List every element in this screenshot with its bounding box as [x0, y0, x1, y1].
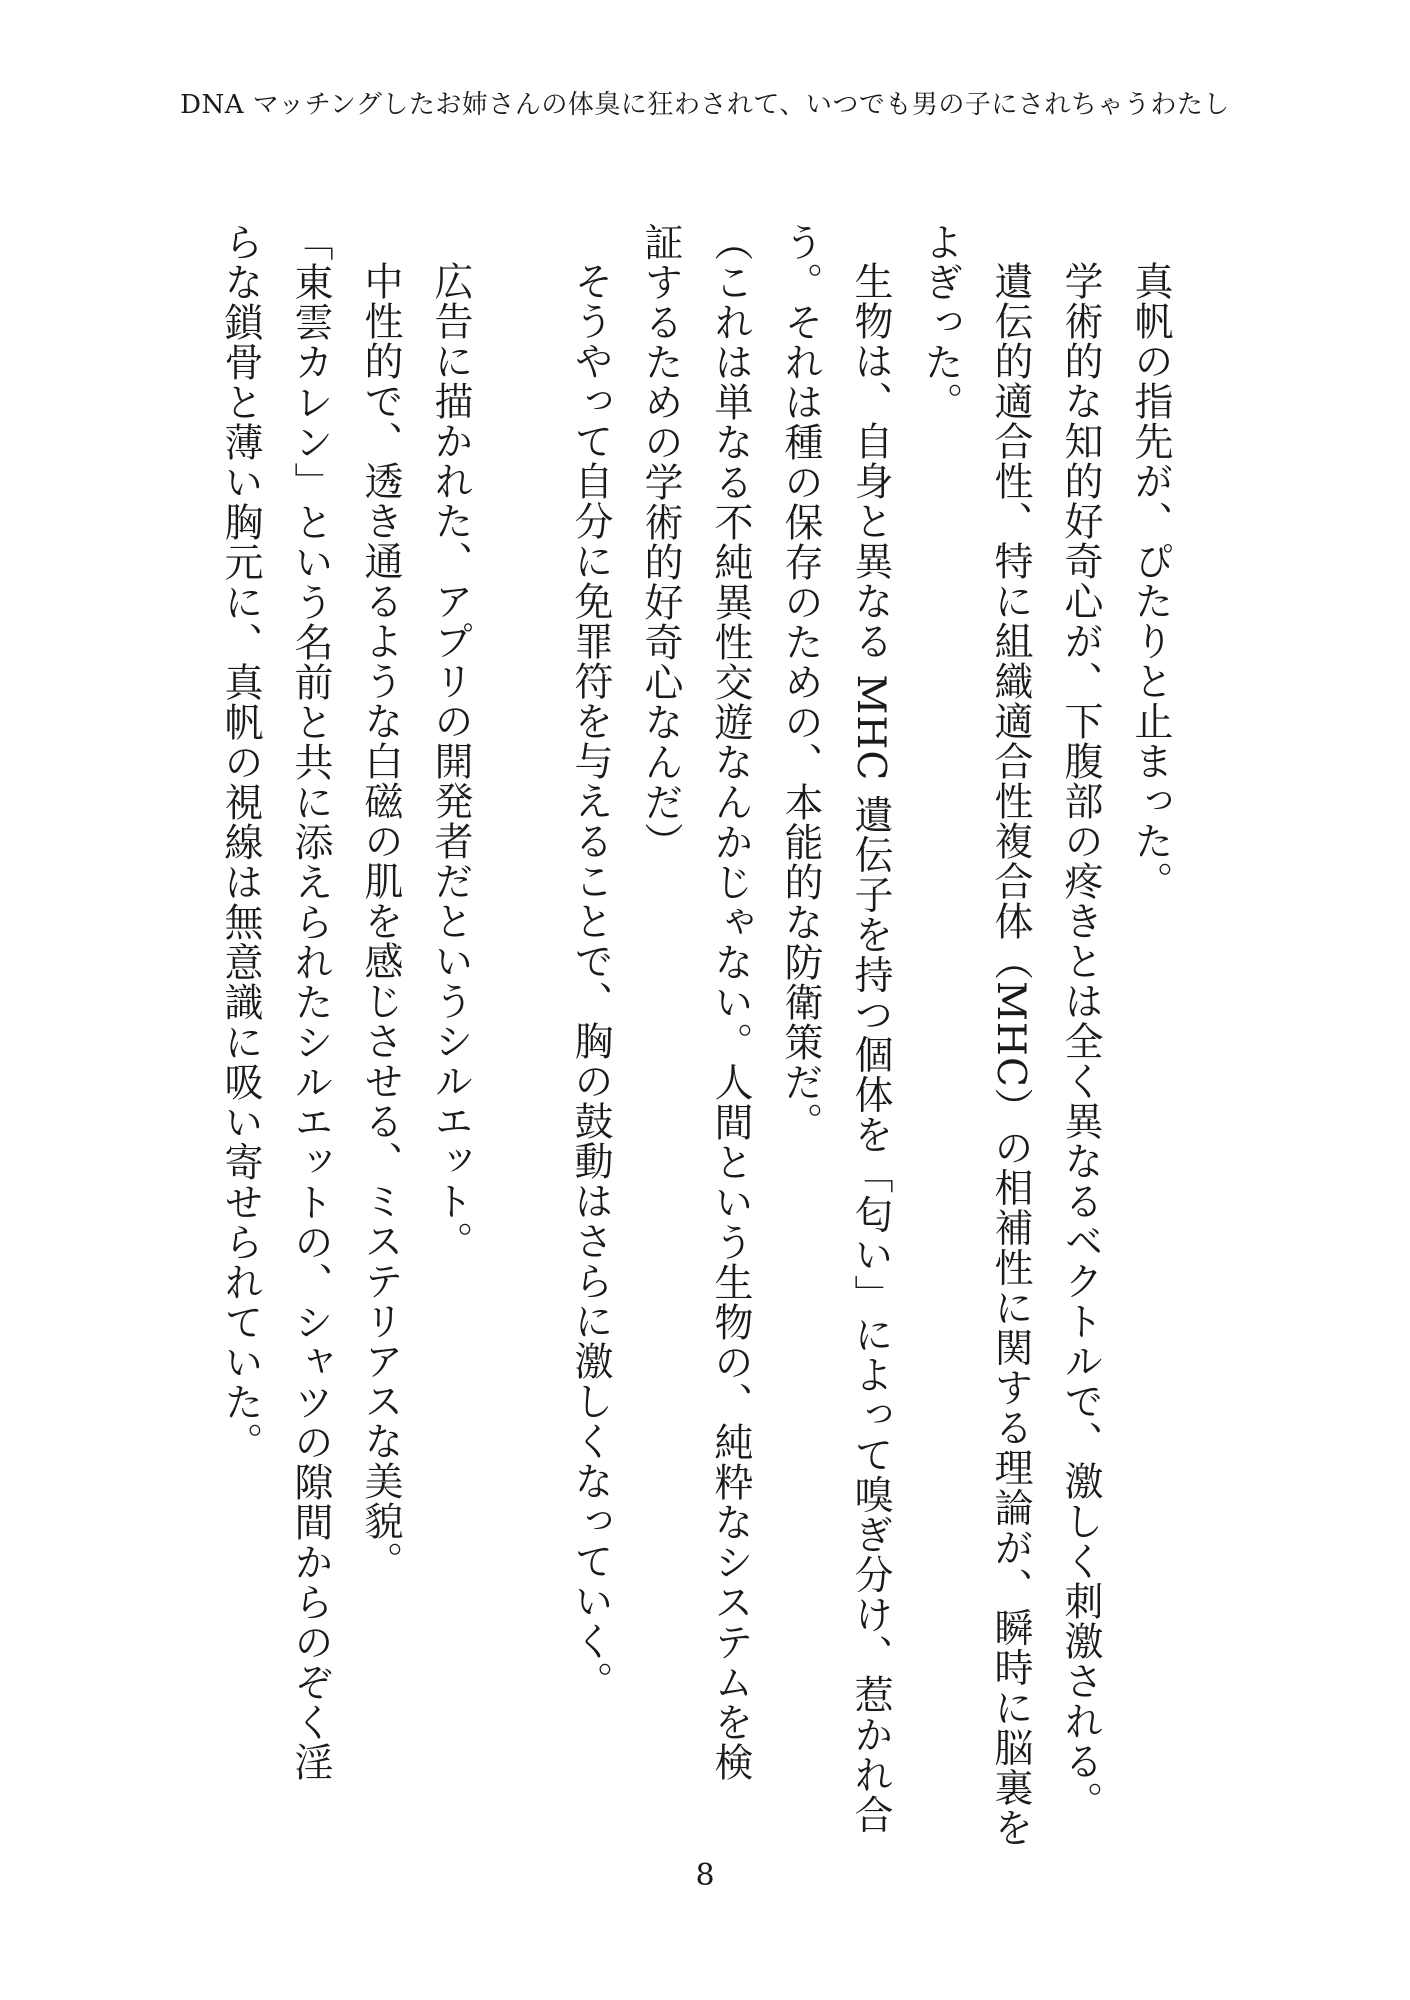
text-line: う。それは種の保存のための、本能的な防衛策だ。: [778, 222, 823, 1142]
body-text: [185, 222, 1185, 1848]
page-number: 8: [695, 1858, 715, 1893]
text-line: 中性的で、透き通るような白磁の肌を感じさせる、ミステリアスな美貌。: [358, 261, 403, 1581]
text-line: 遺伝的適合性、特に組織適合性複合体（MHC）の相補性に関する理論が、瞬時に脳裏を: [988, 261, 1033, 1848]
text-line: 生物は、自身と異なる MHC 遺伝子を持つ個体を「匂い」によって嗅ぎ分け、惹かれ合: [848, 261, 893, 1835]
paragraph-break: [485, 222, 555, 1782]
text-line: （これは単なる不純異性交遊なんかじゃない。人間という生物の、純粋なシステムを検: [708, 222, 753, 1782]
running-header: DNA マッチングしたお姉さんの体臭に狂わされて、いつでも男の子にされちゃうわたし: [180, 90, 1230, 120]
text-line: 学術的な知的好奇心が、下腹部の疼きとは全く異なるベクトルで、激しく刺激される。: [1058, 261, 1103, 1821]
text-line: 証するための学術的好奇心なんだ）: [638, 222, 683, 862]
text-line: 真帆の指先が、ぴたりと止まった。: [1128, 261, 1173, 901]
text-line: よぎった。: [918, 222, 963, 422]
text-line: らな鎖骨と薄い胸元に、真帆の視線は無意識に吸い寄せられていた。: [218, 222, 263, 1462]
text-line: 広告に描かれた、アプリの開発者だというシルエット。: [428, 261, 473, 1261]
text-line: 「東雲カレン」という名前と共に添えられたシルエットの、シャツの隙間からのぞく淫: [288, 222, 333, 1782]
text-line: そうやって自分に免罪符を与えることで、胸の鼓動はさらに激しくなっていく。: [568, 261, 613, 1701]
